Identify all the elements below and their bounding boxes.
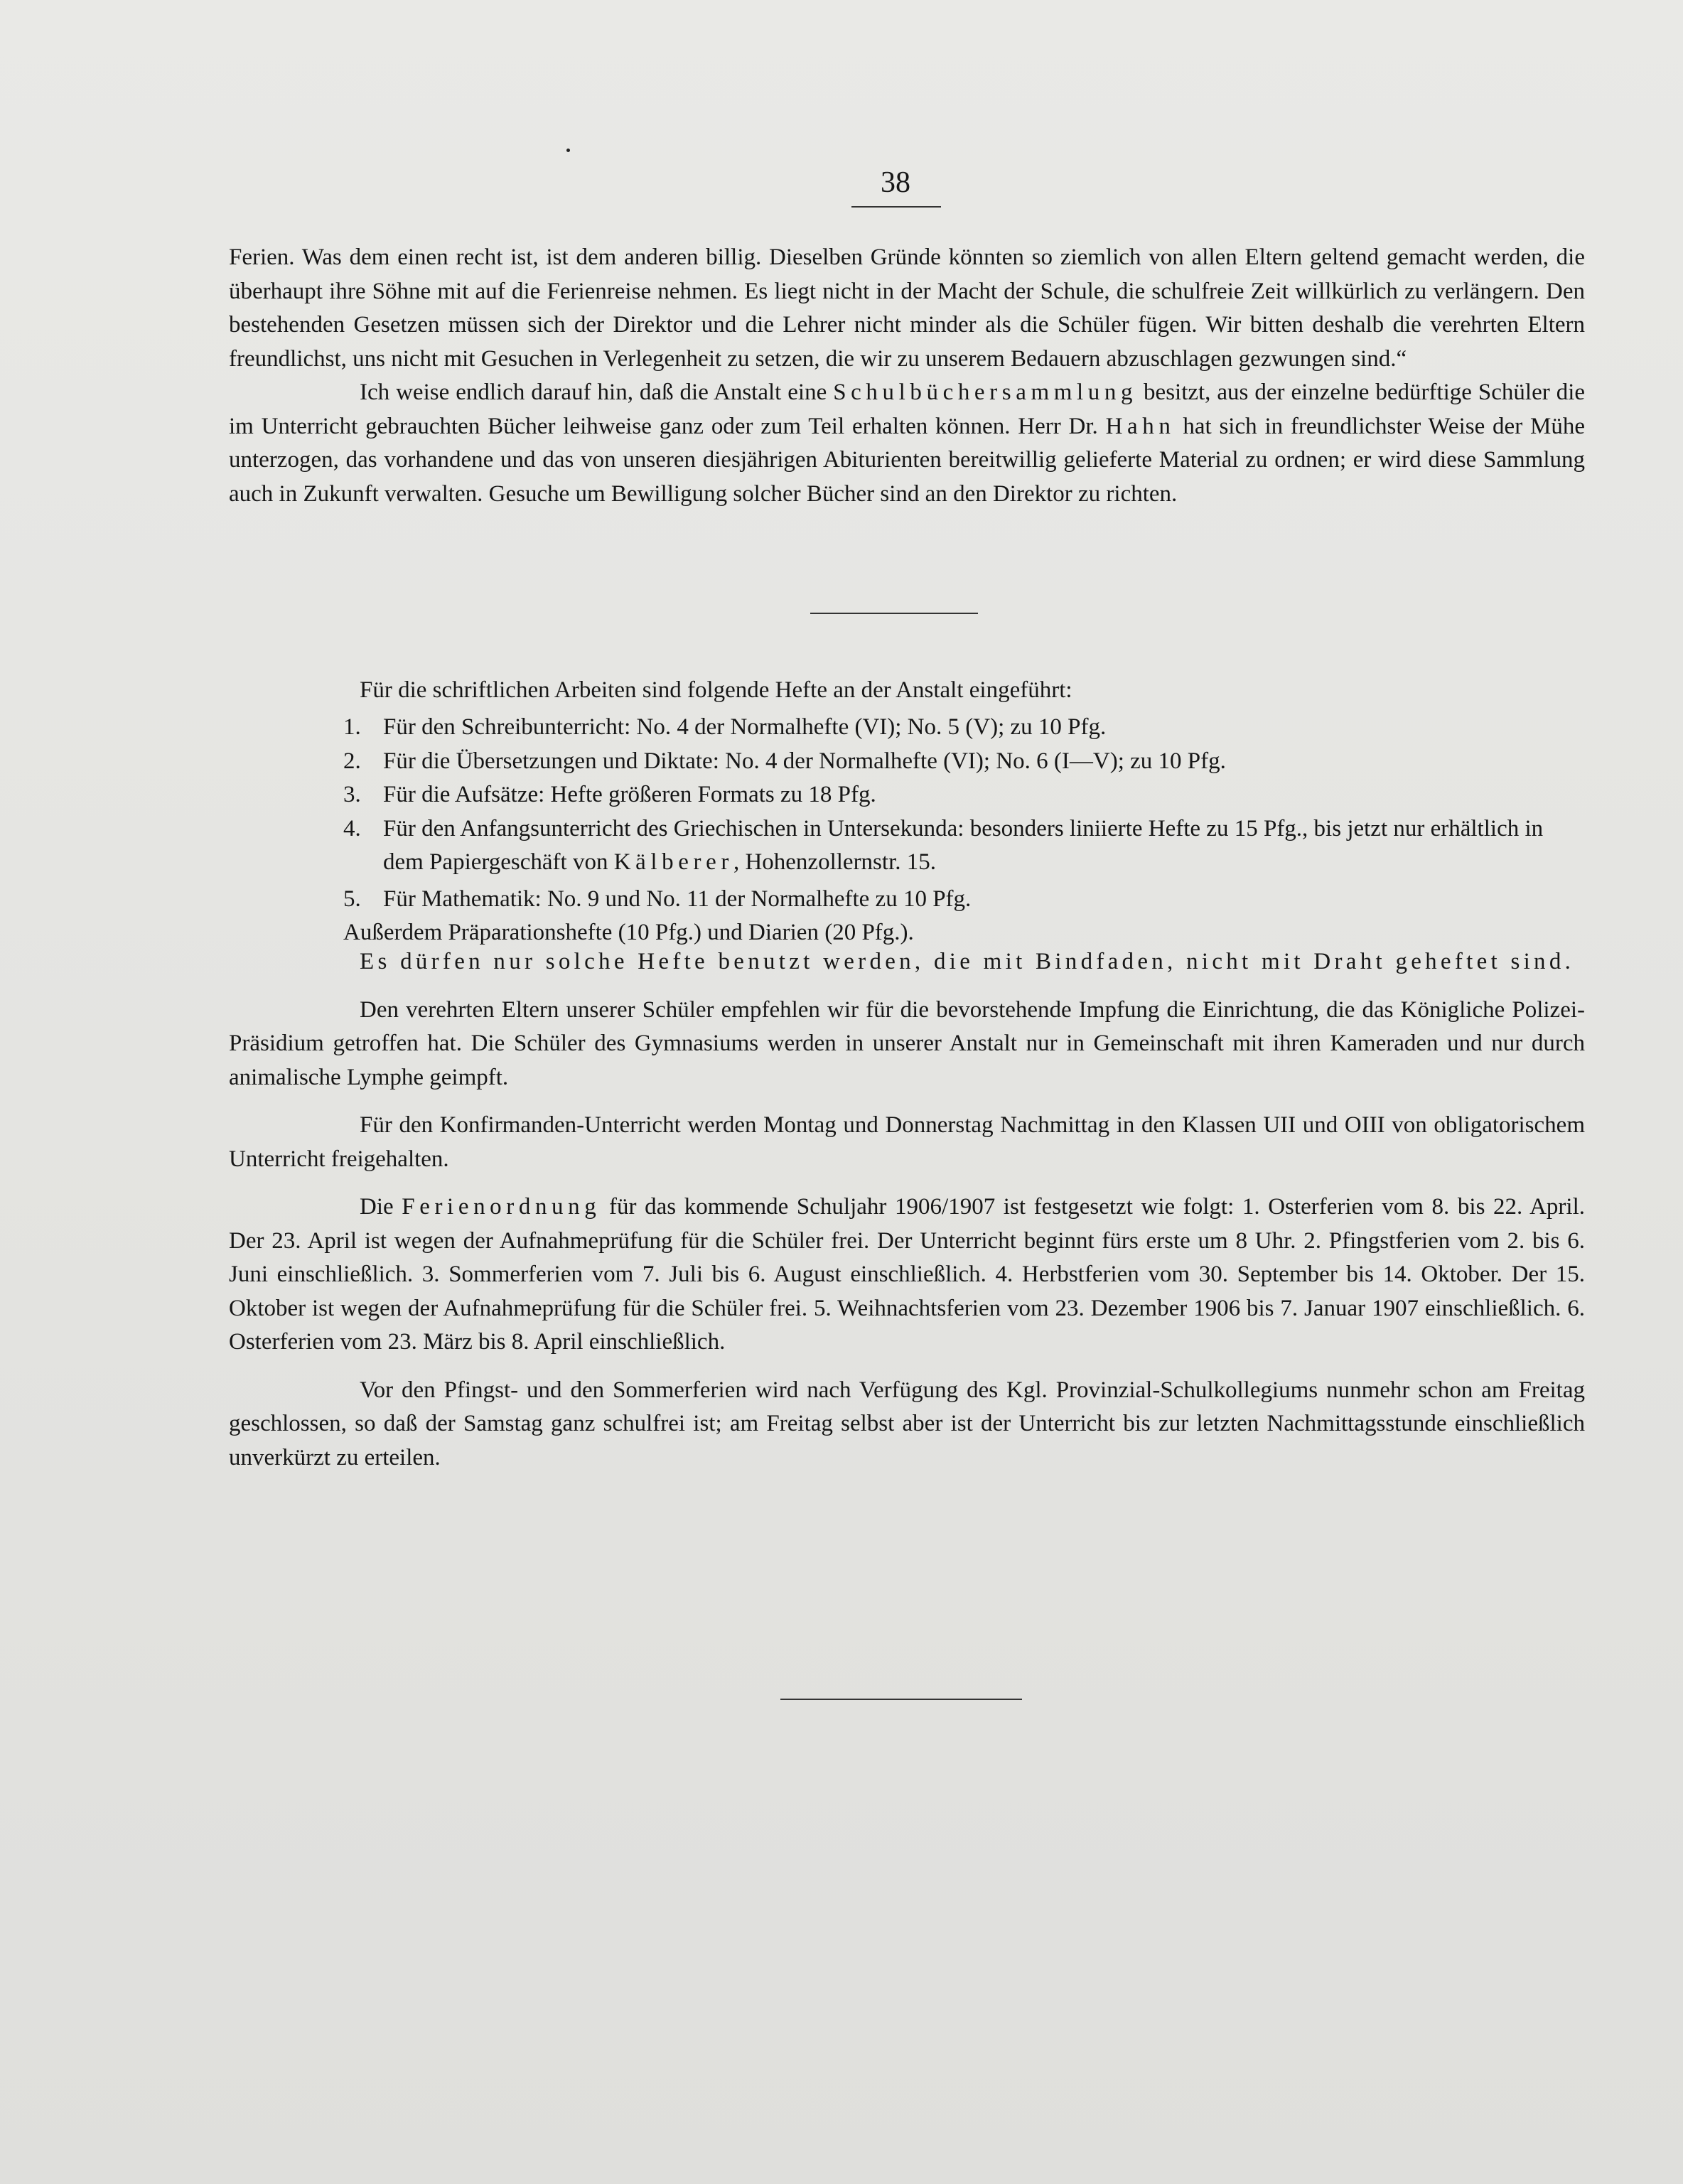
- paragraph-pfingst: Vor den Pfingst- und den Sommerferien wird nach Verfügung des Kgl. Provinzial-Schulkollegiums nunmehr schon am Freitag geschlossen, so daß der Samstag ganz schulfrei ist; am Freitag selbst aber ist der Unterricht bis zur letzten Nachmittagsstunde einschließlich unverkürzt zu erteilen.: [229, 1377, 1585, 1470]
- text-line: Ferien. Was dem einen recht ist, ist dem anderen billig. Dieselben Gründe könnten so ziemlich von allen: [229, 244, 1237, 270]
- section-ferien-continuation: [229, 241, 1585, 511]
- emphasis-schulbuechersammlung: Schulbüchersammlung: [833, 380, 1138, 405]
- paragraph-impfung: Den verehrten Eltern unserer Schüler empfehlen wir für die bevorstehende Impfung die Einrichtung, die das Königliche Polizei-Präsidium getroffen hat. Die Schüler des Gymnasiums werden in unserer Anstalt nur in Gemeinschaft mit ihren Kameraden und nur durch animalische Lymphe geimpft.: [229, 996, 1585, 1090]
- paragraph-schulbuechersammlung: Ich weise endlich darauf hin, daß die Anstalt eine Schulbüchersammlung besitzt, aus der einzelne bedürftige Schüler die im Unterricht gebrauchten Bücher leihweise ganz oder zum Teil erhalten können. Herr Dr. Hahn hat sich in freundlichster Weise der Mühe unterzogen, das vorhandene und das von unseren diesjährigen Abiturienten bereitwillig gelieferte Material zu ordnen; er wird diese Sammlung auch in Zukunft verwalten. Gesuche um Bewilligung solcher Bücher sind an den Direktor zu richten.: [229, 380, 1586, 507]
- emphasis-ferienordnung: Ferienordnung: [402, 1194, 601, 1220]
- page-number: 38: [881, 166, 910, 199]
- hefte-extra: Außerdem Präparationshefte (10 Pfg.) und Diarien (20 Pfg.).: [343, 920, 914, 945]
- section-divider: [810, 613, 978, 614]
- paragraph-continuation: [229, 241, 1585, 376]
- hefte-intro: Für die schriftlichen Arbeiten sind folgende Hefte an der Anstalt eingeführt:: [360, 677, 1072, 703]
- text-line: Eltern geltend gemacht werden, die überhaupt ihre Söhne mit auf die Ferienreise nehmen. Es liegt nicht in: [229, 244, 1585, 304]
- paragraph-konfirmanden: Für den Konfirmanden-Unterricht werden Montag und Donnerstag Nachmittag in den Klassen UII und OIII von obligatorischem Unterricht freigehalten.: [229, 1112, 1585, 1172]
- hefte-list: [343, 711, 1587, 950]
- list-item: 3. Für die Aufsätze: Hefte größeren Formats zu 18 Pfg.: [343, 782, 876, 807]
- list-item: 5. Für Mathematik: No. 9 und No. 11 der Normalhefte zu 10 Pfg.: [343, 886, 972, 912]
- ink-speck: [566, 149, 570, 152]
- text-line: uns nicht mit Gesuchen in Verlegenheit zu setzen, die wir zu unserem Bedauern abzuschlagen gezwungen sind.“: [353, 345, 1407, 372]
- remaining-text: [229, 945, 1585, 1475]
- hefte-warning: Es dürfen nur solche Hefte benutzt werden, die mit Bindfaden, nicht mit Draht geheftet sind.: [360, 949, 1575, 974]
- page-number-rule: [851, 206, 941, 208]
- emphasis-hahn: Hahn: [1105, 413, 1176, 439]
- list-item: 4. Für den Anfangsunterricht des Griechischen in Untersekunda: besonders liniierte Hefte zu 15 Pfg., bis jetzt nur erhältlich in dem Papiergeschäft von Kälberer, Hohenzollernstr. 15.: [343, 815, 1544, 875]
- hefte-intro-block: [229, 674, 1585, 708]
- paragraph-ferienordnung: Die Ferienordnung für das kommende Schuljahr 1906/1907 ist festgesetzt wie folgt: 1. Osterferien vom 8. bis 22. April. Der 23. April ist wegen der Aufnahmeprüfung für die Schüler frei. Der Unterricht beginnt fürs erste um 8 Uhr. 2. Pfingstferien vom 2. bis 6. Juni einschließlich. 3. Sommerferien vom 7. Juli bis 6. August einschließlich. 4. Herbstferien vom 30. September bis 14. Oktober. Der 15. Oktober ist wegen der Aufnahmeprüfung für die Schüler frei. 5. Weihnachtsferien vom 23. Dezember 1906 bis 7. Januar 1907 einschließlich. 6. Osterferien vom 23. März bis 8. April einschließlich.: [229, 1194, 1585, 1355]
- text-line: Direktor und die Lehrer nicht minder als die Schüler fügen. Wir bitten deshalb die verehrten Eltern freundlichst,: [229, 312, 1586, 372]
- list-item: 2. Für die Übersetzungen und Diktate: No. 4 der Normalhefte (VI); No. 6 (I—V); zu 10 Pfg.: [343, 748, 1226, 774]
- closing-rule: [780, 1699, 1022, 1700]
- emphasis-kaelberer: Kälberer: [613, 849, 733, 875]
- text-line: der Macht der Schule, die schulfreie Zeit willkürlich zu verlängern. Den bestehenden Gesetzen müssen sich der: [229, 278, 1585, 338]
- list-item: 1. Für den Schreibunterricht: No. 4 der Normalhefte (VI); No. 5 (V); zu 10 Pfg.: [343, 714, 1107, 740]
